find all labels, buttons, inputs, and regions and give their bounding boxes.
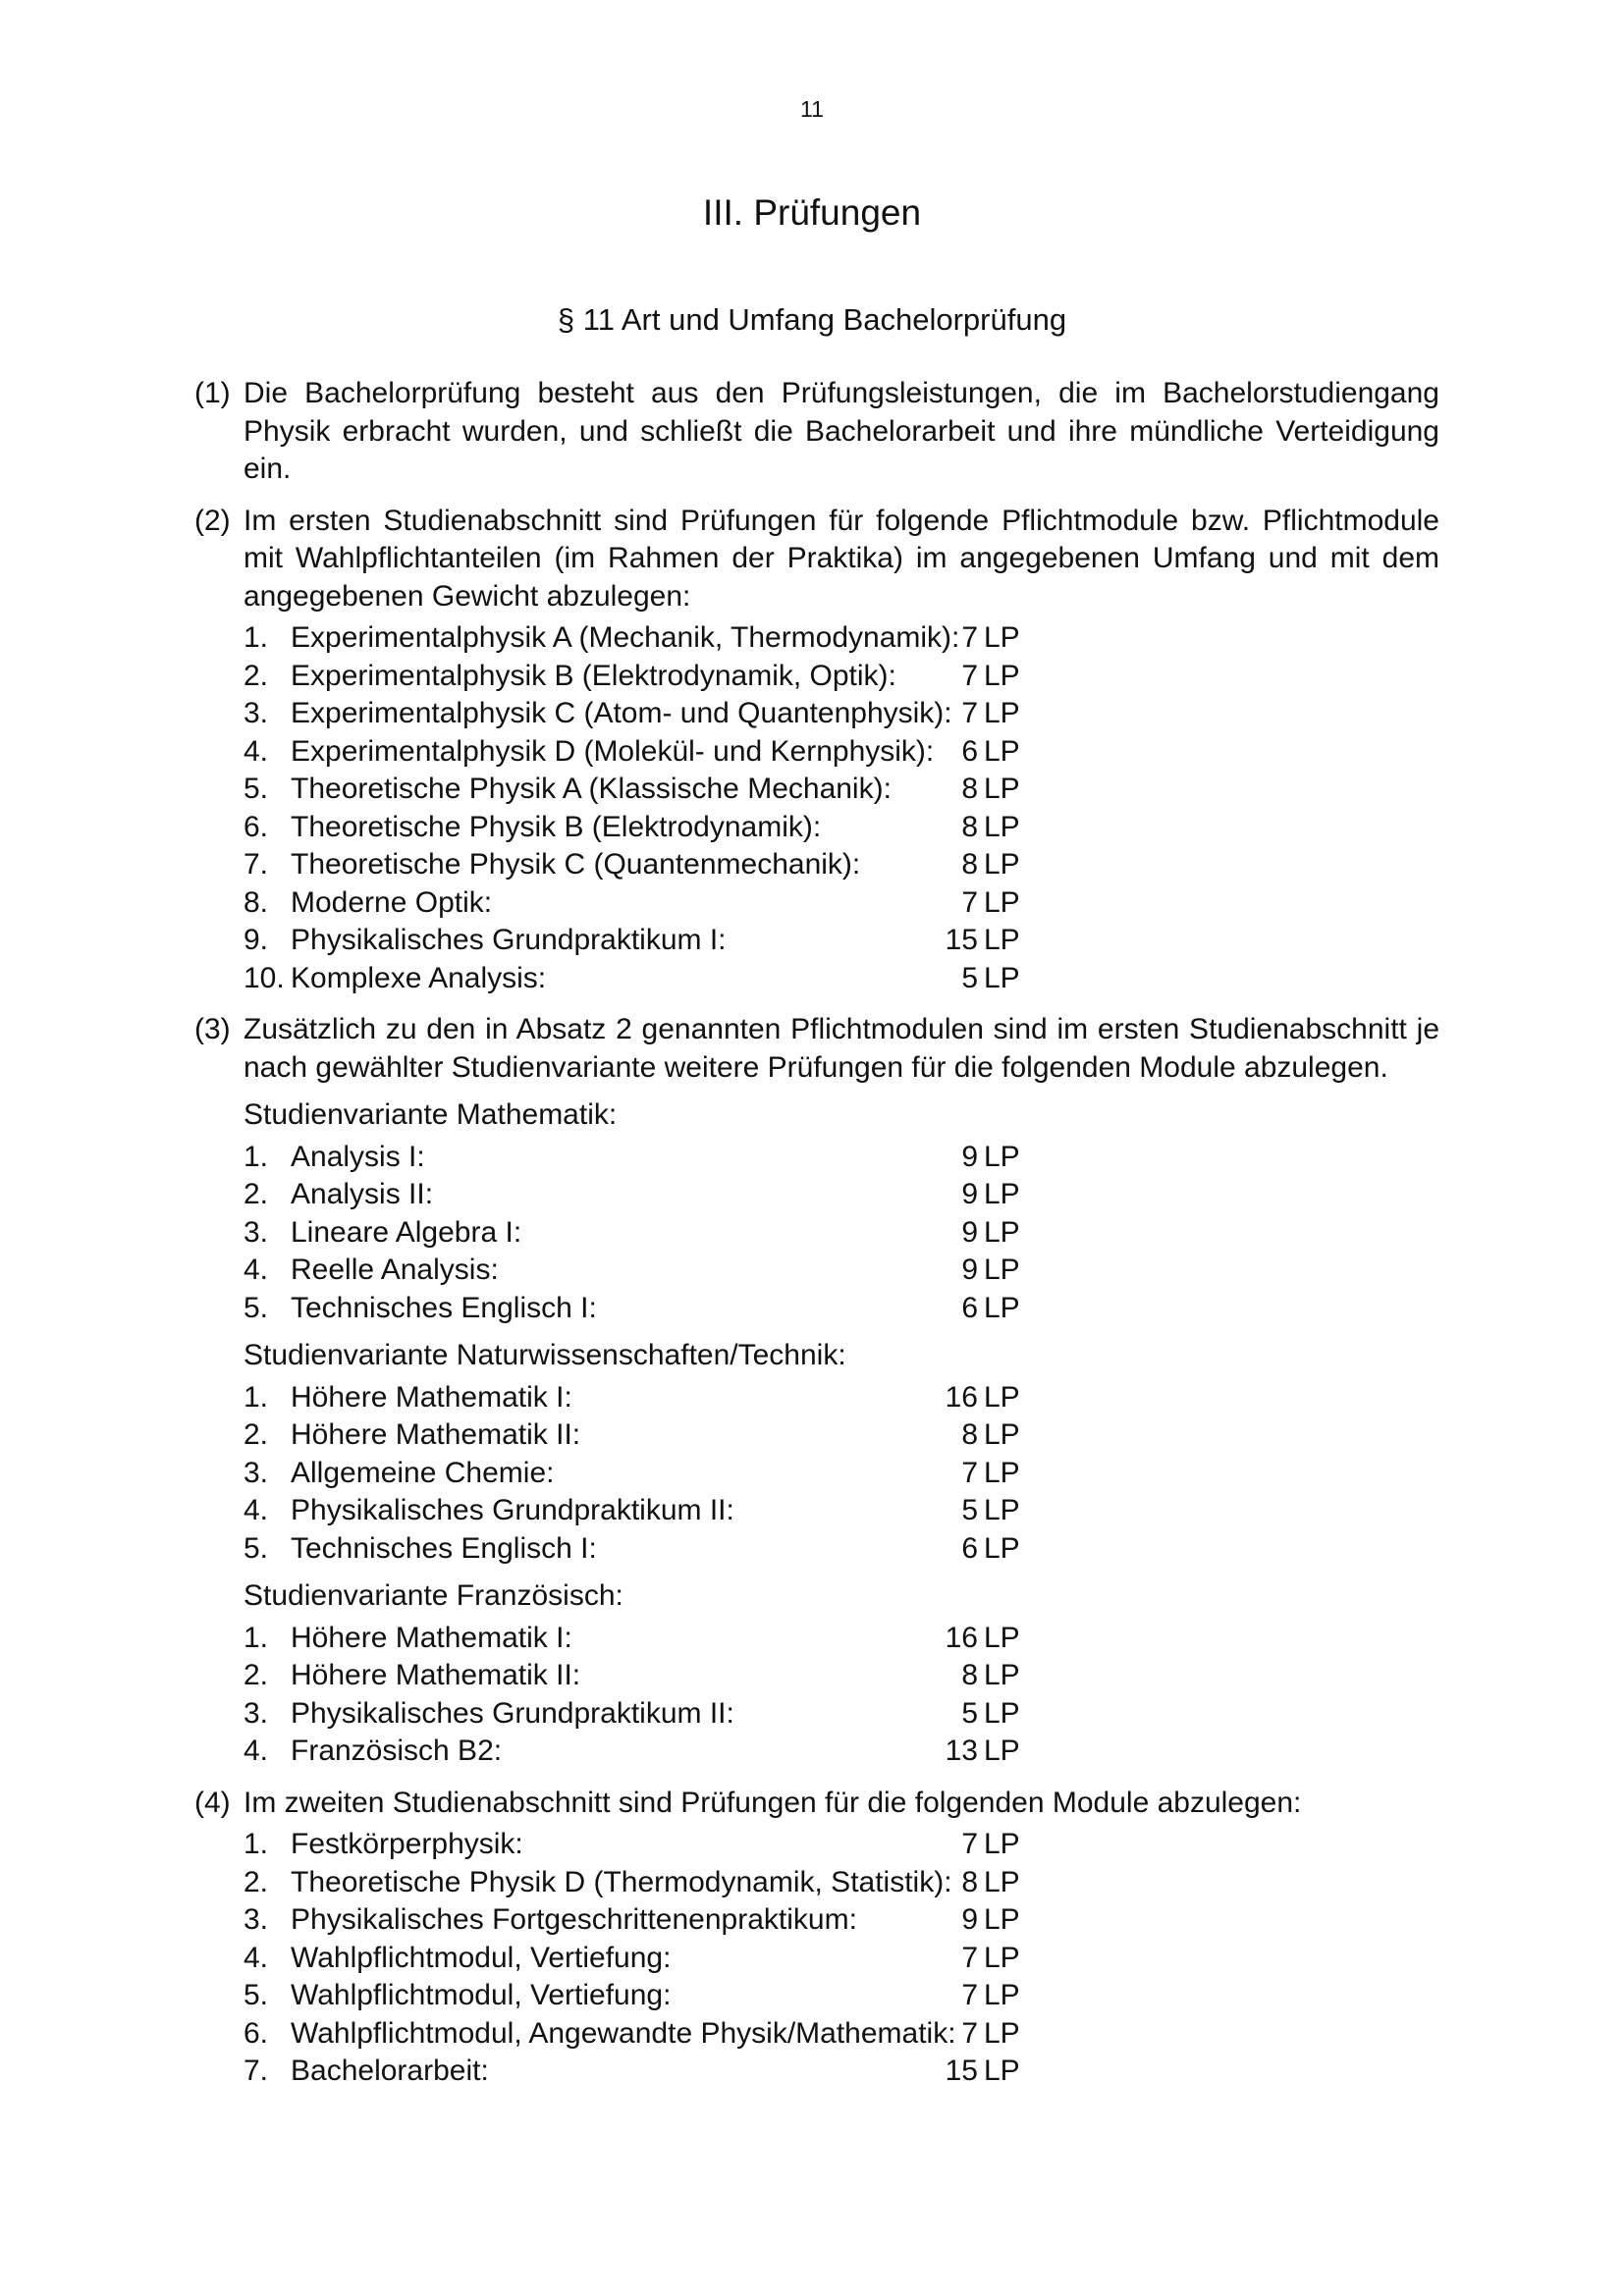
credit-unit: LP bbox=[984, 773, 1020, 805]
module-number: 6. bbox=[244, 810, 269, 843]
module-number: 4. bbox=[244, 1254, 269, 1286]
module-name: Allgemeine Chemie: bbox=[291, 1456, 555, 1489]
module-number: 3. bbox=[244, 697, 269, 729]
module-row bbox=[244, 884, 1439, 923]
paragraph-text: Die Bachelorprüfung besteht aus den Prüfungsleistungen, die im Bachelorstudiengang Physik erbracht wurden, und schließt die Bachelorarbeit und ihre mündliche Verteidigung ein. bbox=[244, 377, 1439, 485]
credit-unit: LP bbox=[984, 848, 1020, 881]
module-credits: 13 bbox=[945, 1735, 978, 1767]
module-credits: 8 bbox=[961, 1659, 978, 1691]
module-name: Höhere Mathematik II: bbox=[291, 1418, 581, 1451]
module-row bbox=[244, 1455, 1439, 1493]
credit-unit: LP bbox=[984, 2016, 1020, 2050]
module-row bbox=[244, 1695, 1439, 1734]
credit-unit: LP bbox=[984, 2055, 1020, 2087]
module-name: Technisches Englisch I: bbox=[291, 1531, 597, 1565]
module-number: 2. bbox=[244, 1865, 269, 1898]
module-name: Theoretische Physik B (Elektrodynamik): bbox=[291, 810, 822, 843]
module-row bbox=[244, 619, 1439, 658]
paragraph-4 bbox=[194, 1785, 1439, 2091]
module-row bbox=[244, 1214, 1439, 1253]
module-row bbox=[244, 1416, 1439, 1455]
credit-unit: LP bbox=[984, 1828, 1020, 1860]
document-body bbox=[194, 375, 1439, 2105]
module-row bbox=[244, 1492, 1439, 1530]
module-row bbox=[244, 1977, 1439, 2015]
module-credits: 15 bbox=[945, 2055, 978, 2087]
module-row bbox=[244, 1657, 1439, 1695]
credit-unit: LP bbox=[984, 1456, 1020, 1489]
module-credits: 7 bbox=[961, 621, 978, 654]
module-name: Lineare Algebra I: bbox=[291, 1215, 522, 1249]
module-credits: 9 bbox=[961, 1215, 978, 1249]
module-number: 1. bbox=[244, 1380, 269, 1414]
page-number: 11 bbox=[800, 96, 824, 122]
module-row bbox=[244, 1176, 1439, 1214]
module-credits: 15 bbox=[945, 924, 978, 956]
credit-unit: LP bbox=[984, 1621, 1020, 1654]
variant-title: Studienvariante Mathematik: bbox=[244, 1098, 618, 1131]
credit-unit: LP bbox=[984, 1215, 1020, 1249]
credit-unit: LP bbox=[984, 1659, 1020, 1691]
module-credits: 7 bbox=[961, 1941, 978, 1974]
credit-unit: LP bbox=[984, 1380, 1020, 1414]
module-name: Höhere Mathematik I: bbox=[291, 1621, 572, 1654]
module-name: Wahlpflichtmodul, Vertiefung: bbox=[291, 1941, 672, 1974]
credit-unit: LP bbox=[984, 810, 1020, 843]
credit-unit: LP bbox=[984, 1494, 1020, 1526]
paragraph-3 bbox=[194, 1011, 1439, 1771]
paragraph-number: (2) bbox=[194, 504, 231, 537]
module-number: 1. bbox=[244, 1140, 269, 1173]
credit-unit: LP bbox=[984, 961, 1020, 994]
module-list bbox=[244, 1826, 1439, 2091]
module-row bbox=[244, 1901, 1439, 1940]
module-credits: 5 bbox=[961, 1494, 978, 1526]
module-number: 9. bbox=[244, 924, 269, 956]
module-row bbox=[244, 1252, 1439, 1290]
module-name: Experimentalphysik D (Molekül- und Kernphysik): bbox=[291, 734, 935, 768]
module-number: 6. bbox=[244, 2016, 269, 2050]
module-row bbox=[244, 1620, 1439, 1658]
module-name: Festkörperphysik: bbox=[291, 1828, 523, 1860]
module-number: 7. bbox=[244, 2055, 269, 2087]
module-name: Physikalisches Grundpraktikum II: bbox=[291, 1696, 734, 1730]
credit-unit: LP bbox=[984, 1696, 1020, 1730]
module-credits: 8 bbox=[961, 848, 978, 881]
module-row bbox=[244, 771, 1439, 809]
module-number: 2. bbox=[244, 1418, 269, 1451]
module-row bbox=[244, 1733, 1439, 1771]
module-credits: 6 bbox=[961, 734, 978, 768]
paragraph-number: (3) bbox=[194, 1013, 231, 1045]
module-number: 4. bbox=[244, 734, 269, 768]
credit-unit: LP bbox=[984, 1254, 1020, 1286]
module-name: Reelle Analysis: bbox=[291, 1254, 499, 1286]
module-credits: 7 bbox=[961, 885, 978, 919]
module-number: 3. bbox=[244, 1696, 269, 1730]
module-number: 4. bbox=[244, 1494, 269, 1526]
module-row bbox=[244, 1379, 1439, 1417]
module-row bbox=[244, 1139, 1439, 1177]
chapter-title: III. Prüfungen bbox=[702, 192, 922, 233]
module-name: Theoretische Physik C (Quantenmechanik): bbox=[291, 848, 861, 881]
credit-unit: LP bbox=[984, 734, 1020, 768]
module-number: 3. bbox=[244, 1903, 269, 1936]
module-credits: 6 bbox=[961, 1291, 978, 1324]
module-list bbox=[244, 619, 1439, 997]
module-number: 3. bbox=[244, 1215, 269, 1249]
module-credits: 9 bbox=[961, 1903, 978, 1936]
module-credits: 5 bbox=[961, 961, 978, 994]
module-name: Moderne Optik: bbox=[291, 885, 493, 919]
credit-unit: LP bbox=[984, 1178, 1020, 1210]
credit-unit: LP bbox=[984, 924, 1020, 956]
module-row bbox=[244, 1864, 1439, 1902]
credit-unit: LP bbox=[984, 621, 1020, 654]
module-name: Theoretische Physik A (Klassische Mechanik): bbox=[291, 773, 892, 805]
module-credits: 8 bbox=[961, 1418, 978, 1451]
credit-unit: LP bbox=[984, 1291, 1020, 1324]
credit-unit: LP bbox=[984, 1941, 1020, 1974]
module-number: 3. bbox=[244, 1456, 269, 1489]
module-row bbox=[244, 1290, 1439, 1328]
module-number: 10. bbox=[244, 961, 285, 994]
module-row bbox=[244, 922, 1439, 960]
module-name: Wahlpflichtmodul, Angewandte Physik/Mathematik: bbox=[291, 2016, 956, 2050]
credit-unit: LP bbox=[984, 1903, 1020, 1936]
module-credits: 7 bbox=[961, 2016, 978, 2050]
paragraph-text: Zusätzlich zu den in Absatz 2 genannten Pflichtmodulen sind im ersten Studienabschnitt je nach gewählter Studienvariante weitere Prüfungen für die folgenden Module abzulegen. bbox=[244, 1013, 1439, 1084]
module-credits: 7 bbox=[961, 1979, 978, 2011]
credit-unit: LP bbox=[984, 1418, 1020, 1451]
module-number: 5. bbox=[244, 1531, 269, 1565]
variant-title: Studienvariante Naturwissenschaften/Technik: bbox=[244, 1339, 846, 1371]
module-list bbox=[244, 1620, 1439, 1771]
module-credits: 5 bbox=[961, 1696, 978, 1730]
module-credits: 9 bbox=[961, 1254, 978, 1286]
module-name: Französisch B2: bbox=[291, 1735, 503, 1767]
module-name: Experimentalphysik B (Elektrodynamik, Optik): bbox=[291, 659, 896, 692]
module-row bbox=[244, 695, 1439, 733]
credit-unit: LP bbox=[984, 1865, 1020, 1898]
module-row bbox=[244, 1826, 1439, 1864]
module-row bbox=[244, 960, 1439, 998]
module-name: Höhere Mathematik II: bbox=[291, 1659, 581, 1691]
module-row bbox=[244, 2053, 1439, 2091]
module-row bbox=[244, 733, 1439, 772]
module-number: 2. bbox=[244, 1178, 269, 1210]
module-name: Physikalisches Grundpraktikum I: bbox=[291, 924, 727, 956]
module-credits: 7 bbox=[961, 1828, 978, 1860]
paragraph-text: Im zweiten Studienabschnitt sind Prüfungen für die folgenden Module abzulegen: bbox=[244, 1786, 1302, 1819]
paragraph-text: Im ersten Studienabschnitt sind Prüfungen für folgende Pflichtmodule bzw. Pflichtmodule mit Wahlpflichtanteilen (im Rahmen der Praktika) im angegebenen Umfang und mit dem angegebenen Gewicht abzulegen: bbox=[244, 504, 1439, 613]
module-credits: 9 bbox=[961, 1178, 978, 1210]
module-number: 7. bbox=[244, 848, 269, 881]
module-name: Analysis II: bbox=[291, 1178, 434, 1210]
module-credits: 16 bbox=[945, 1621, 978, 1654]
module-name: Bachelorarbeit: bbox=[291, 2055, 489, 2087]
module-number: 5. bbox=[244, 1979, 269, 2011]
module-credits: 16 bbox=[945, 1380, 978, 1414]
module-name: Komplexe Analysis: bbox=[291, 961, 547, 994]
module-number: 5. bbox=[244, 773, 269, 805]
module-list bbox=[244, 1139, 1439, 1328]
module-credits: 7 bbox=[961, 659, 978, 692]
paragraph-2 bbox=[194, 503, 1439, 998]
module-credits: 8 bbox=[961, 810, 978, 843]
module-credits: 9 bbox=[961, 1140, 978, 1173]
module-number: 4. bbox=[244, 1941, 269, 1974]
module-name: Physikalisches Grundpraktikum II: bbox=[291, 1494, 734, 1526]
module-name: Technisches Englisch I: bbox=[291, 1291, 597, 1324]
module-credits: 7 bbox=[961, 1456, 978, 1489]
credit-unit: LP bbox=[984, 1979, 1020, 2011]
section-title: § 11 Art und Umfang Bachelorprüfung bbox=[557, 302, 1067, 337]
module-name: Experimentalphysik A (Mechanik, Thermodynamik): bbox=[291, 621, 960, 654]
module-row bbox=[244, 2015, 1439, 2054]
module-row bbox=[244, 846, 1439, 884]
module-row bbox=[244, 1940, 1439, 1978]
module-row bbox=[244, 1530, 1439, 1569]
module-name: Physikalisches Fortgeschrittenenpraktikum: bbox=[291, 1903, 857, 1936]
credit-unit: LP bbox=[984, 697, 1020, 729]
module-number: 2. bbox=[244, 659, 269, 692]
paragraph-number: (4) bbox=[194, 1786, 231, 1819]
module-name: Experimentalphysik C (Atom- und Quantenphysik): bbox=[291, 697, 952, 729]
credit-unit: LP bbox=[984, 659, 1020, 692]
module-number: 1. bbox=[244, 1621, 269, 1654]
module-name: Analysis I: bbox=[291, 1140, 425, 1173]
module-number: 5. bbox=[244, 1291, 269, 1324]
paragraph-number: (1) bbox=[194, 377, 231, 409]
module-number: 8. bbox=[244, 885, 269, 919]
module-number: 1. bbox=[244, 1828, 269, 1860]
module-name: Wahlpflichtmodul, Vertiefung: bbox=[291, 1979, 672, 2011]
module-credits: 7 bbox=[961, 697, 978, 729]
module-credits: 8 bbox=[961, 773, 978, 805]
module-credits: 8 bbox=[961, 1865, 978, 1898]
credit-unit: LP bbox=[984, 1140, 1020, 1173]
variant-title: Studienvariante Französisch: bbox=[244, 1579, 623, 1612]
module-list bbox=[244, 1379, 1439, 1569]
module-number: 4. bbox=[244, 1735, 269, 1767]
module-number: 2. bbox=[244, 1659, 269, 1691]
paragraph-1 bbox=[194, 375, 1439, 489]
module-row bbox=[244, 809, 1439, 847]
module-name: Höhere Mathematik I: bbox=[291, 1380, 572, 1414]
module-row bbox=[244, 658, 1439, 696]
credit-unit: LP bbox=[984, 1531, 1020, 1565]
credit-unit: LP bbox=[984, 1735, 1020, 1767]
credit-unit: LP bbox=[984, 885, 1020, 919]
module-name: Theoretische Physik D (Thermodynamik, Statistik): bbox=[291, 1865, 952, 1898]
module-credits: 6 bbox=[961, 1531, 978, 1565]
module-number: 1. bbox=[244, 621, 269, 654]
